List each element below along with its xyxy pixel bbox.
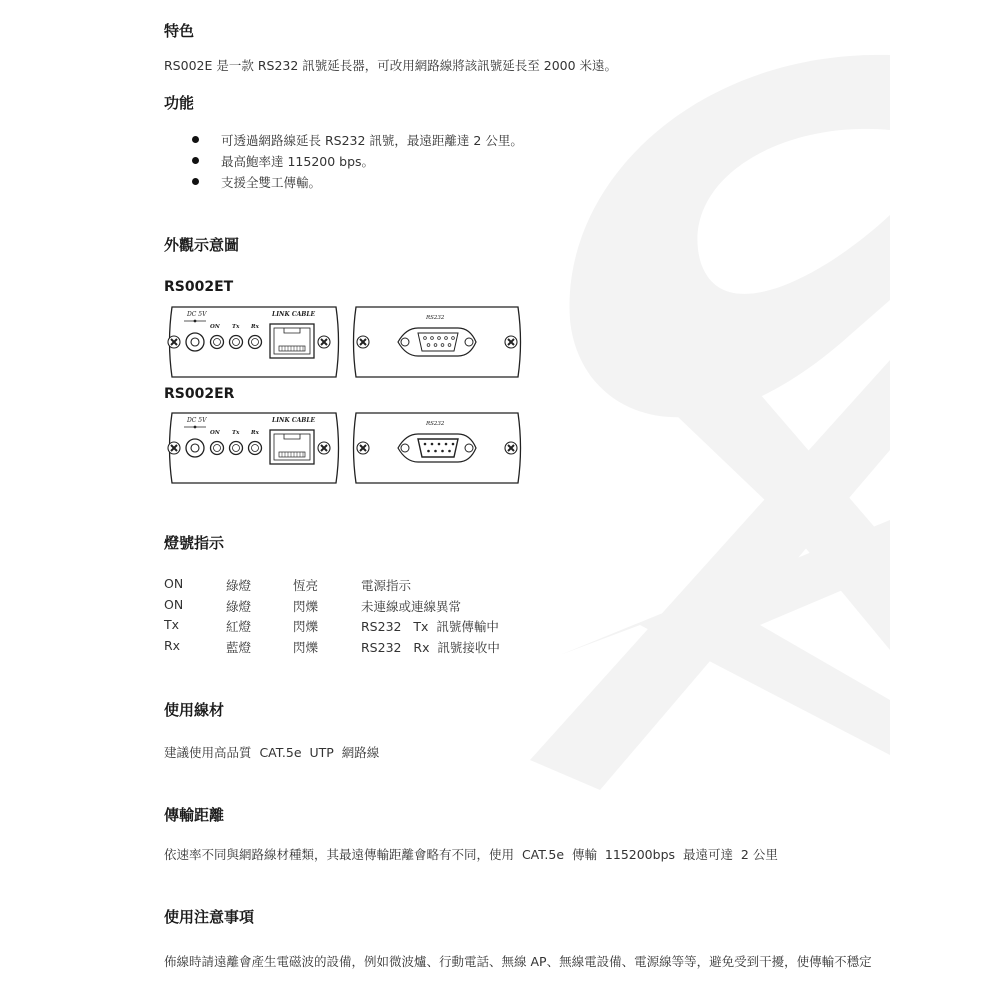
- led-name: Rx: [164, 638, 181, 653]
- er-back-panel: [350, 410, 525, 486]
- led-color: 紅燈: [226, 619, 252, 634]
- distance-heading: 傳輸距離: [164, 806, 225, 824]
- function-item: 可透過網路線延長 RS232 訊號，最遠距離達 2 公里。: [192, 131, 523, 149]
- on-label: ON: [210, 324, 220, 330]
- function-item: 最高鮑率達 115200 bps。: [192, 152, 374, 170]
- rs232-label: RS232: [426, 421, 445, 427]
- led-color: 綠燈: [226, 578, 252, 593]
- led-color: 綠燈: [226, 599, 252, 614]
- cable-text: 建議使用高品質 CAT.5e UTP 網路線: [164, 745, 380, 760]
- led-meaning: 未連線或連線異常: [361, 599, 462, 614]
- led-state: 閃爍: [293, 640, 319, 655]
- dc-label: DC 5V: [187, 311, 207, 318]
- rs232-label: RS232: [426, 315, 445, 321]
- led-state: 閃爍: [293, 619, 319, 634]
- led-name: ON: [164, 597, 184, 612]
- functions-heading: 功能: [164, 94, 195, 112]
- notes-heading: 使用注意事項: [164, 908, 255, 926]
- features-heading: 特色: [164, 22, 195, 40]
- led-name: ON: [164, 576, 184, 591]
- notes-text: 佈線時請遠離會產生電磁波的設備，例如微波爐、行動電話、無線 AP、無線電設備、電源線等等，避免受到干擾，使傳輸不穩定: [164, 954, 872, 969]
- leds-heading: 燈號指示: [164, 534, 225, 552]
- model-name-er: RS002ER: [164, 386, 235, 402]
- led-meaning: RS232 Rx 訊號接收中: [361, 640, 500, 655]
- et-front-panel: [164, 304, 344, 380]
- function-item: 支援全雙工傳輸。: [192, 173, 321, 191]
- rx-label: Rx: [251, 430, 259, 436]
- distance-text: 依速率不同與網路線材種類，其最遠傳輸距離會略有不同，使用 CAT.5e 傳輸 115200bps 最遠可達 2 公里: [164, 847, 778, 862]
- tx-label: Tx: [232, 430, 240, 436]
- link-cable-label: LINK CABLE: [272, 311, 316, 318]
- on-label: ON: [210, 430, 220, 436]
- led-state: 閃爍: [293, 599, 319, 614]
- dc-label: DC 5V: [187, 417, 207, 424]
- features-text: RS002E 是一款 RS232 訊號延長器，可改用網路線將該訊號延長至 2000 米遠。: [164, 58, 618, 73]
- bullet-icon: [192, 136, 199, 143]
- tx-label: Tx: [232, 324, 240, 330]
- led-state: 恆亮: [293, 578, 319, 593]
- cable-heading: 使用線材: [164, 701, 225, 719]
- link-cable-label: LINK CABLE: [272, 417, 316, 424]
- er-front-panel: [164, 410, 344, 486]
- led-name: Tx: [164, 617, 180, 632]
- bullet-icon: [192, 178, 199, 185]
- bullet-icon: [192, 157, 199, 164]
- et-back-panel: [350, 304, 525, 380]
- led-meaning: RS232 Tx 訊號傳輸中: [361, 619, 499, 634]
- led-meaning: 電源指示: [361, 578, 412, 593]
- model-name-et: RS002ET: [164, 279, 234, 295]
- rx-label: Rx: [251, 324, 259, 330]
- appearance-heading: 外觀示意圖: [164, 236, 240, 254]
- led-color: 藍燈: [226, 640, 252, 655]
